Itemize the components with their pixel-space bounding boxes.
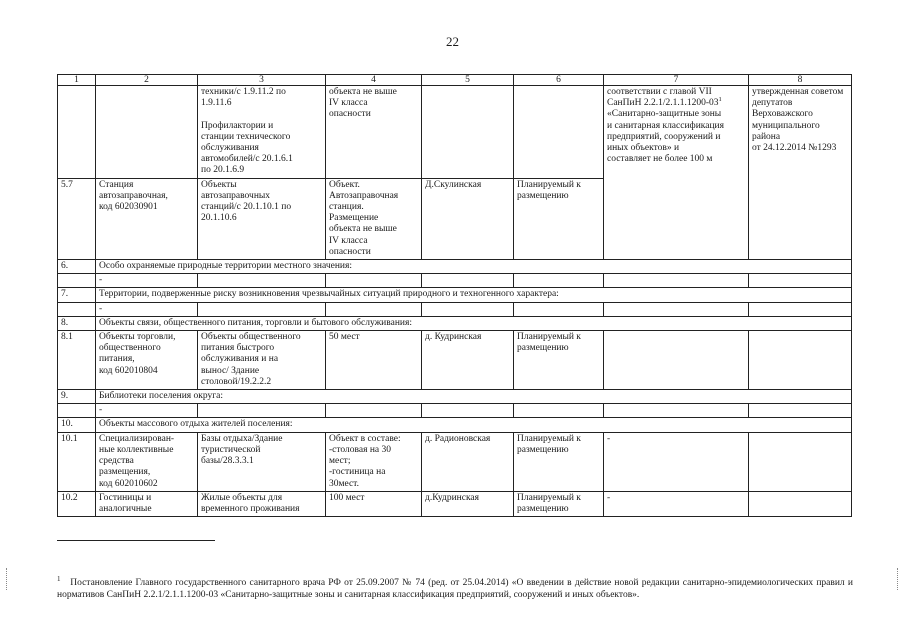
cell-empty [604,404,749,418]
cell-empty [749,302,852,316]
section-row [58,418,852,432]
cell-empty [58,302,96,316]
cell-status: Планируемый к размещению [514,432,604,491]
cell-object-type: Специализирован- ные коллективные средства размещения, код 602010602 [96,432,198,491]
section-number: 10. [58,418,96,432]
cell-classification: Объекты автозаправочных станций/с 20.1.10.1 по 20.1.10.6 [198,178,326,259]
column-number: 2 [96,75,198,86]
column-number: 7 [604,75,749,86]
cell-location: д.Кудринская [422,491,514,516]
section-title: Объекты массового отдыха жителей поселения: [96,418,852,432]
section-row [58,288,852,302]
cell-basis [749,432,852,491]
cell-location: д. Кудринская [422,331,514,390]
cell-empty [604,302,749,316]
cell-zone-description: - [604,491,749,516]
cell-characteristics: Объект в составе: -столовая на 30 мест; -гостиница на 30мест. [326,432,422,491]
section-title: Объекты связи, общественного питания, торговли и бытового обслуживания: [96,316,852,330]
cell-empty [514,302,604,316]
footnote-reference: 1 [718,96,722,104]
cell-empty [326,274,422,288]
column-number: 1 [58,75,96,86]
column-number-row [58,75,852,86]
cell-basis: утвержденная советом депутатов Верховажского муниципального района от 24.12.2014 №1293 [749,86,852,260]
cell-object-type: Объекты торговли, общественного питания, код 602010804 [96,331,198,390]
cell-status: Планируемый к размещению [514,178,604,259]
scan-edge-mark [897,568,902,590]
cell-zone-description: - [604,432,749,491]
cell-characteristics: Объект. Автозаправочная станция. Размещение объекта не выше IV класса опасности [326,178,422,259]
footnote-separator [57,540,215,541]
cell-empty [198,404,326,418]
cell-dash: - [96,274,198,288]
cell-dash: - [96,302,198,316]
planned-objects-table [57,74,852,517]
cell-empty [198,302,326,316]
column-number: 6 [514,75,604,86]
cell-classification: техники/с 1.9.11.2 по 1.9.11.6 Профилактории и станции технического обслуживания автомобилей/с 20.1.6.1 по 20.1.6.9 [198,86,326,179]
cell-empty [422,404,514,418]
cell-location [422,86,514,179]
cell-basis [749,331,852,390]
cell-zone-description [604,86,749,260]
cell-characteristics: 100 мест [326,491,422,516]
cell-number: 10.2 [58,491,96,516]
table-row [58,491,852,516]
cell-zone-description [604,331,749,390]
section-row [58,316,852,330]
page-number: 22 [446,34,459,49]
cell-characteristics: объекта не выше IV класса опасности [326,86,422,179]
cell-empty [198,274,326,288]
section-number: 8. [58,316,96,330]
cell-empty [749,274,852,288]
column-number: 8 [749,75,852,86]
footnote-mark: 1 [57,574,61,583]
cell-object-type [96,86,198,179]
section-number: 6. [58,260,96,274]
cell-location: Д.Скулинская [422,178,514,259]
cell-location: д. Радионовская [422,432,514,491]
section-title: Библиотеки поселения округа: [96,390,852,404]
section-row [58,390,852,404]
section-row [58,260,852,274]
cell-number [58,86,96,179]
cell-empty [58,274,96,288]
cell-empty [422,302,514,316]
cell-status [514,86,604,179]
zone-text: соответствии с главой VII СанПиН 2.2.1/2.1.1.1200-03 [607,87,719,109]
cell-empty [58,404,96,418]
empty-row [58,302,852,316]
table-row [58,331,852,390]
cell-object-type: Станция автозаправочная, код 602030901 [96,178,198,259]
column-number: 4 [326,75,422,86]
cell-empty [422,274,514,288]
cell-number: 8.1 [58,331,96,390]
cell-empty [514,274,604,288]
cell-empty [749,404,852,418]
column-number: 5 [422,75,514,86]
column-number: 3 [198,75,326,86]
cell-object-type: Гостиницы и аналогичные [96,491,198,516]
cell-classification: Жилые объекты для временного проживания [198,491,326,516]
cell-status: Планируемый к размещению [514,491,604,516]
cell-number: 5.7 [58,178,96,259]
scan-edge-mark [6,568,11,590]
footnote [57,574,854,601]
cell-number: 10.1 [58,432,96,491]
section-title: Особо охраняемые природные территории местного значения: [96,260,852,274]
cell-status: Планируемый к размещению [514,331,604,390]
zone-text-continued: «Санитарно-защитные зоны и санитарная классификация предприятий, сооружений и иных объектов» и составляет не более 100 м [607,109,725,165]
section-number: 9. [58,390,96,404]
cell-classification: Базы отдыха/Здание туристической базы/28.3.3.1 [198,432,326,491]
cell-empty [326,302,422,316]
cell-empty [326,404,422,418]
cell-basis [749,491,852,516]
footnote-text: Постановление Главного государственного санитарного врача РФ от 25.09.2007 № 74 (ред. от 25.04.2014) «О введении в действие новой редакции санитарно-эпидемиологических правил и нормативов СанПиН 2.2.1/2.1.1.1200-03 «Санитарно-защитные зоны и санитарная классификация предприятий, сооружений и иных объектов». [57,578,854,600]
cell-empty [604,274,749,288]
section-title: Территории, подверженные риску возникновения чрезвычайных ситуаций природного и техногенного характера: [96,288,852,302]
cell-dash: - [96,404,198,418]
empty-row [58,404,852,418]
table-row [58,86,852,179]
empty-row [58,274,852,288]
table-row [58,432,852,491]
cell-empty [514,404,604,418]
section-number: 7. [58,288,96,302]
cell-characteristics: 50 мест [326,331,422,390]
cell-classification: Объекты общественного питания быстрого обслуживания и на вынос/ Здание столовой/19.2.2.2 [198,331,326,390]
